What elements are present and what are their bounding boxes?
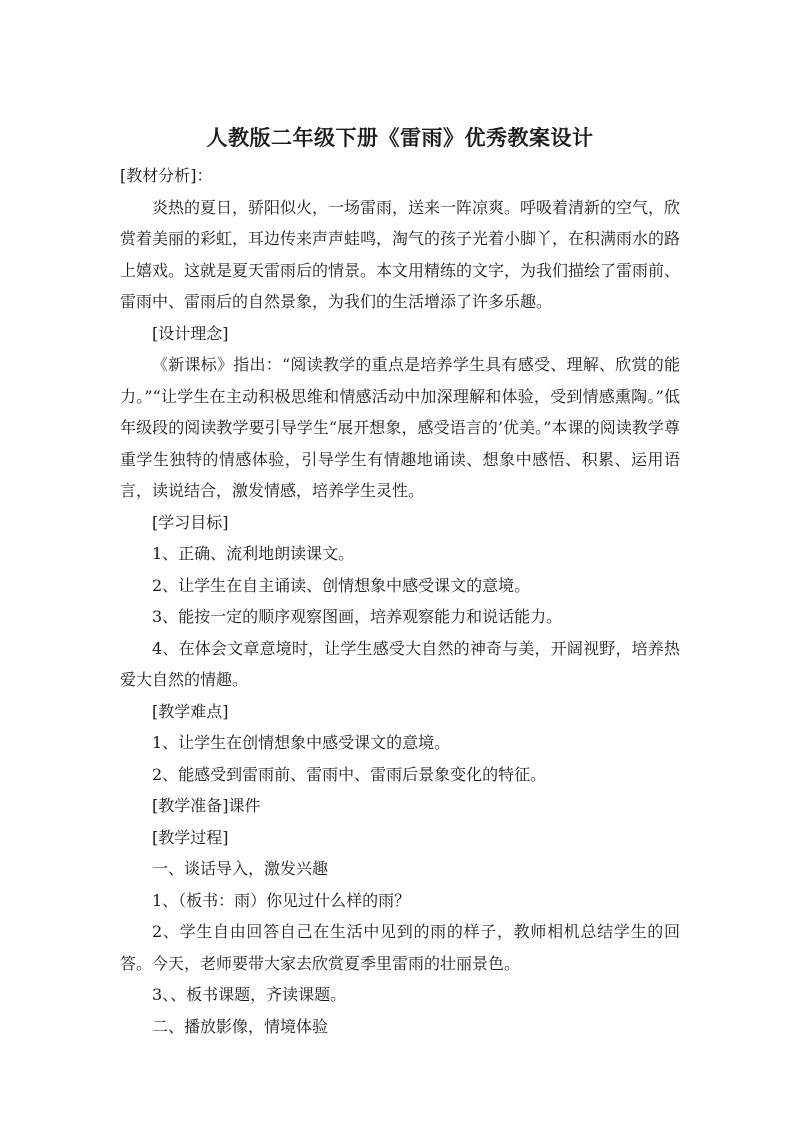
list-item-goal-1: 1、正确、流利地朗读课文。	[152, 544, 355, 563]
section-heading-teaching-preparation: [教学准备]课件	[152, 796, 261, 815]
list-item-step-1-3: 3、、板书课题，齐读课题。	[152, 985, 347, 1004]
paragraph-design-concept: 《新课标》指出：“阅读教学的重点是培养学生具有感受、理解、欣赏的能力。”“让学生在主动积极思维和情感活动中加深理解和体验，受到情感熏陶。”低年级段的阅读教学要引导学生“展开想象，感受语言的’优美。”本课的阅读教学尊重学生独特的情感体验，引导学生有情趣地诵读、想象中感悟、积累、运用语言，读说结合，激发情感，培养学生灵性。	[120, 355, 680, 500]
section-heading-teaching-process: [教学过程]	[152, 827, 229, 847]
list-item-step-1-1: 1、（板书：雨）你见过什么样的雨？	[152, 890, 411, 910]
list-item-difficulty-1: 1、让学生在创情想象中感受课文的意境。	[152, 733, 451, 752]
list-item-step-1-2: 2、学生自由回答自己在生活中见到的雨的样子，教师相机总结学生的回答。今天，老师要带大家去欣赏夏季里雷雨的壮丽景色。	[120, 922, 680, 973]
section-heading-teaching-difficulties: [教学难点]	[152, 701, 229, 721]
list-item-goal-4: 4、在体会文章意境时，让学生感受大自然的神奇与美，开阔视野，培养热爱大自然的情趣。	[120, 638, 680, 689]
document-title: 人教版二年级下册《雷雨》优秀教案设计	[206, 126, 594, 150]
section-heading-design-concept: [设计理念]	[152, 323, 229, 343]
list-item-goal-2: 2、让学生在自主诵读、创情想象中感受课文的意境。	[152, 575, 531, 595]
list-item-goal-3: 3、能按一定的顺序观察图画，培养观察能力和说话能力。	[152, 607, 563, 626]
document-body	[120, 160, 680, 1042]
list-item-difficulty-2: 2、能感受到雷雨前、雷雨中、雷雨后景象变化的特征。	[152, 764, 547, 784]
section-heading-textbook-analysis: [教材分析]：	[120, 166, 213, 185]
step-heading-2: 二、播放影像，情境体验	[152, 1016, 329, 1036]
step-heading-1: 一、谈话导入，激发兴趣	[152, 859, 329, 878]
section-heading-learning-goals: [学习目标]	[152, 512, 229, 532]
paragraph-textbook-analysis: 炎热的夏日，骄阳似火，一场雷雨，送来一阵凉爽。呼吸着清新的空气，欣赏着美丽的彩虹，耳边传来声声蛙鸣，淘气的孩子光着小脚丫，在积满雨水的路上嬉戏。这就是夏天雷雨后的情景。本文用精练的文字，为我们描绘了雷雨前、雷雨中、雷雨后的自然景象，为我们的生活增添了许多乐趣。	[120, 197, 681, 311]
